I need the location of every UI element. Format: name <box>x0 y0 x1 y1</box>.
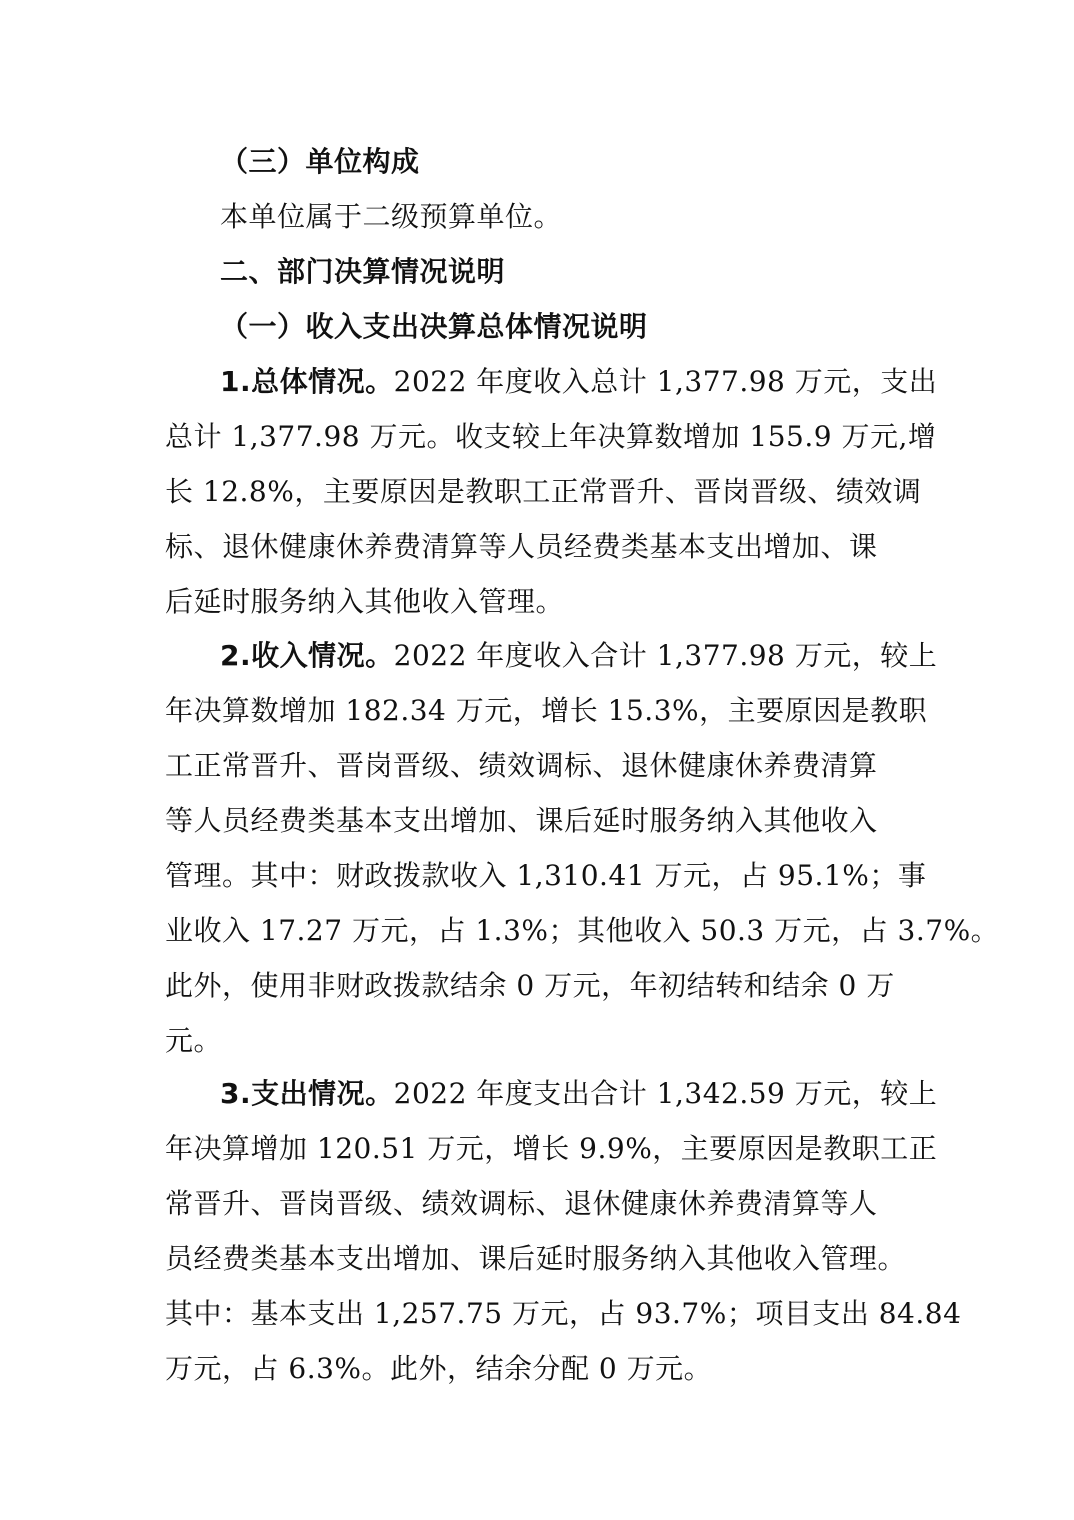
income-paragraph-line-1: 2.收入情况。2022 年度收入合计 1,377.98 万元，较上 <box>220 639 938 672</box>
unit-composition-text: 本单位属于二级预算单位。 <box>220 200 563 233</box>
expenditure-paragraph-line-6: 万元，占 6.3%。此外，结余分配 0 万元。 <box>165 1352 713 1385</box>
income-paragraph-line-3: 工正常晋升、晋岗晋级、绩效调标、退休健康休养费清算 <box>165 749 878 782</box>
overall-lead: 1.总体情况。 <box>220 365 394 398</box>
expenditure-paragraph-line-1: 3.支出情况。2022 年度支出合计 1,342.59 万元，较上 <box>220 1077 938 1110</box>
income-lead: 2.收入情况。 <box>220 639 394 672</box>
overall-paragraph-line-3: 长 12.8%，主要原因是教职工正常晋升、晋岗晋级、绩效调 <box>165 475 922 508</box>
income-paragraph-line-5: 管理。其中：财政拨款收入 1,310.41 万元，占 95.1%；事 <box>165 859 927 892</box>
dept-final-accounts-heading: 二、部门决算情况说明 <box>220 255 506 288</box>
income-paragraph-line-2: 年决算数增加 182.34 万元，增长 15.3%，主要原因是教职 <box>165 694 928 727</box>
overall-paragraph-line-5: 后延时服务纳入其他收入管理。 <box>165 585 565 618</box>
overall-paragraph-line-1: 1.总体情况。2022 年度收入总计 1,377.98 万元，支出 <box>220 365 938 398</box>
income-paragraph-line-7: 此外，使用非财政拨款结余 0 万元，年初结转和结余 0 万 <box>165 969 895 1002</box>
expenditure-paragraph-line-5: 其中：基本支出 1,257.75 万元，占 93.7%；项目支出 84.84 <box>165 1297 962 1330</box>
income-paragraph-line-6: 业收入 17.27 万元，占 1.3%；其他收入 50.3 万元，占 3.7%。 <box>165 914 1000 947</box>
expenditure-paragraph-line-2: 年决算增加 120.51 万元，增长 9.9%，主要原因是教职工正 <box>165 1132 938 1165</box>
income-paragraph-line-4: 等人员经费类基本支出增加、课后延时服务纳入其他收入 <box>165 804 878 837</box>
income-paragraph-line-8: 元。 <box>165 1024 223 1057</box>
income-expenditure-summary-heading: （一）收入支出决算总体情况说明 <box>220 310 648 343</box>
unit-composition-heading: （三）单位构成 <box>220 145 420 178</box>
expenditure-lead: 3.支出情况。 <box>220 1077 394 1110</box>
expenditure-paragraph-line-3: 常晋升、晋岗晋级、绩效调标、退休健康休养费清算等人 <box>165 1187 878 1220</box>
expenditure-paragraph-line-4: 员经费类基本支出增加、课后延时服务纳入其他收入管理。 <box>165 1242 907 1275</box>
overall-paragraph-line-4: 标、退休健康休养费清算等人员经费类基本支出增加、课 <box>165 530 878 563</box>
overall-paragraph-line-2: 总计 1,377.98 万元。收支较上年决算数增加 155.9 万元,增 <box>165 420 937 453</box>
